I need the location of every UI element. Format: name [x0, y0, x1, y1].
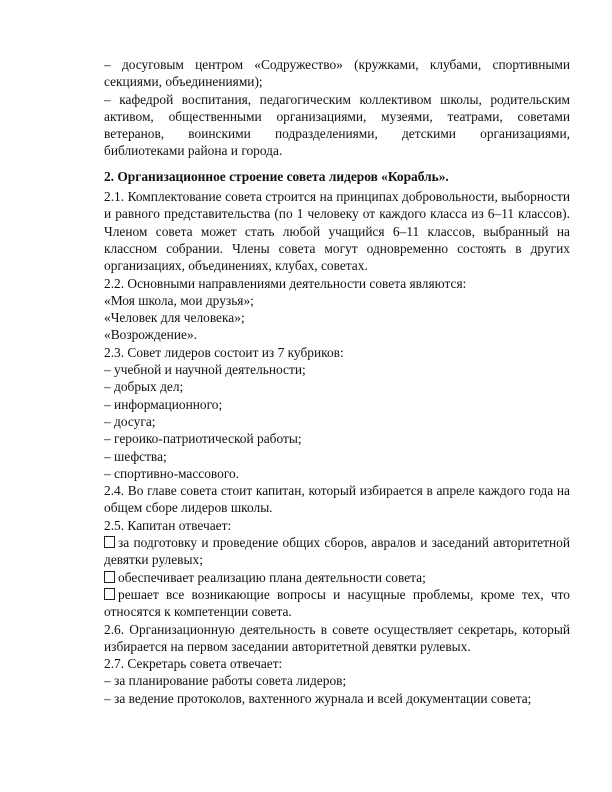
paragraph-2-6: 2.6. Организационную деятельность в совете осуществляет секретарь, который избирается на первом заседании авторитетной девятки рулевых.: [104, 621, 570, 654]
paragraph-2-7: 2.7. Секретарь совета отвечает:: [104, 656, 283, 672]
paragraph-2-4: 2.4. Во главе совета стоит капитан, который избирается в апреле каждого года на общем сборе лидеров школы.: [104, 483, 570, 516]
duty-item: [104, 586, 570, 621]
secretary-duty-item: – за ведение протоколов, вахтенного журнала и всей документации совета;: [104, 690, 532, 706]
duty-item: [104, 569, 570, 586]
kubrik-item: – досуга;: [104, 413, 156, 429]
paragraph-2-3: 2.3. Совет лидеров состоит из 7 кубриков:: [104, 344, 344, 360]
secretary-duty-item: – за планирование работы совета лидеров;: [104, 673, 347, 689]
list-item: – кафедрой воспитания, педагогическим коллективом школы, родительским активом, общественными организациями, музеями, театрами, советами ветеранов, воинскими подразделениями, детскими организациями, библиотеками района и города.: [104, 91, 570, 159]
paragraph-2-5: 2.5. Капитан отвечает:: [104, 517, 232, 533]
document-page: [104, 56, 570, 707]
kubrik-item: – шефства;: [104, 448, 167, 464]
duty-text: решает все возникающие вопросы и насущные проблемы, кроме тех, что относятся к компетенции совета.: [104, 586, 570, 620]
direction-item: «Возрождение».: [104, 327, 197, 343]
duty-text: обеспечивает реализацию плана деятельности совета;: [118, 569, 426, 585]
kubrik-item: – героико-патриотической работы;: [104, 431, 302, 447]
checkbox-icon: [104, 588, 115, 600]
checkbox-icon: [104, 536, 115, 548]
duty-text: за подготовку и проведение общих сборов, авралов и заседаний авторитетной девятки рулевых;: [104, 535, 570, 568]
paragraph-2-1: 2.1. Комплектование совета строится на принципах добровольности, выборности и равного представительства (по 1 человеку от каждого класса из 6–11 классов). Членом совета может стать любой учащийся 6–11 классов, выбранный на классном собрании. Члены совета могут одновременно состоять в других организациях, объединениях, клубах, советах.: [104, 189, 570, 274]
checkbox-icon: [104, 571, 115, 583]
kubrik-item: – добрых дел;: [104, 379, 184, 395]
direction-item: «Человек для человека»;: [104, 310, 245, 326]
duty-item: [104, 534, 570, 569]
kubrik-item: – учебной и научной деятельности;: [104, 362, 306, 378]
section-heading: 2. Организационное строение совета лидеров «Корабль».: [104, 168, 449, 184]
direction-item: «Моя школа, мои друзья»;: [104, 292, 254, 308]
paragraph-2-2: 2.2. Основными направлениями деятельности совета являются:: [104, 275, 467, 291]
list-item: – досуговым центром «Содружество» (кружками, клубами, спортивными секциями, объединениями);: [104, 57, 570, 90]
kubrik-item: – спортивно-массового.: [104, 465, 240, 481]
kubrik-item: – информационного;: [104, 396, 223, 412]
